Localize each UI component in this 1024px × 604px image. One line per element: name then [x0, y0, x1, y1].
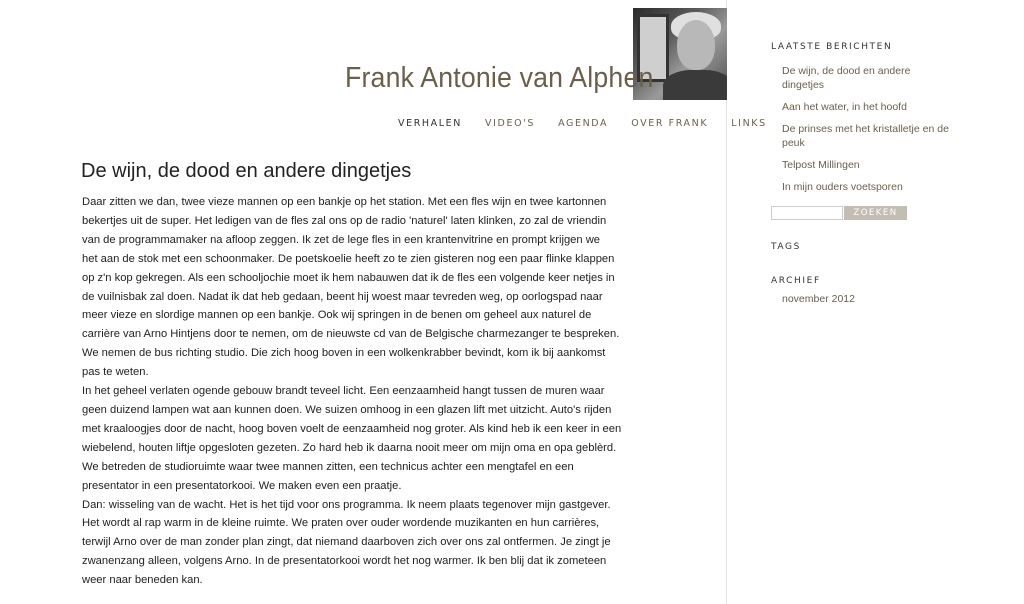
- nav-item-links[interactable]: LINKS: [731, 118, 767, 129]
- post-line: op z'n kop gekregen. Als een schooljochie moet ik hem nabauwen dat ik de fles een volgende keer netjes in: [82, 271, 615, 284]
- post-line: presentator in een presentatorkooi. We maken even een praatje.: [82, 479, 402, 492]
- post-line: Dan: wisseling van de wacht. Het is het tijd voor ons programma. Ik neem plaats tegenover mijn gastgever.: [82, 498, 611, 511]
- archive-title: ARCHIEF: [771, 276, 821, 286]
- post-line: geen duizend lampen wat aan kunnen doen. We suizen omhoog in een glazen lift met uitzicht. Auto's rijden: [82, 403, 612, 416]
- post-line: de vuilnisbak zal doen. Nadat ik dat heb gedaan, beent hij woest maar tevreden weg, op oorlogspad naar: [82, 290, 603, 303]
- recent-post-link[interactable]: In mijn ouders voetsporen: [782, 181, 903, 193]
- post-line: meer vieze en slordige mannen op een bankje. Ook wij springen in de benen om geheel aux naturel de: [82, 309, 592, 322]
- sidebar: [771, 0, 971, 604]
- nav-item-verhalen[interactable]: VERHALEN: [398, 118, 462, 129]
- post-line: bekertjes uit de super. Het ledigen van de fles zal ons op de radio 'naturel' laten klinken, zo zal de vriendin: [82, 214, 607, 227]
- recent-post-link[interactable]: Telpost Millingen: [782, 159, 860, 171]
- search-input[interactable]: [771, 206, 843, 220]
- post-line: We betreden de studioruimte waar twee mannen zitten, een technicus achter een mengtafel en een: [82, 460, 574, 473]
- post-line: pas te weten.: [82, 366, 149, 379]
- post-line: het aan de stok met een schoonmaker. De poetskoelie heeft zo te zien gisteren nog een paar flinke klappen: [82, 252, 615, 265]
- post-line: carrière van Arno Hintjens door te nemen, om de nieuwste cd van de Belgische charmezanger te bespreken.: [82, 328, 620, 341]
- recent-post-link[interactable]: Aan het water, in het hoofd: [782, 101, 907, 113]
- post-line: Daar zitten we dan, twee vieze mannen op een bankje op het station. Met een fles wijn en twee kartonnen: [82, 196, 607, 208]
- main-nav: [398, 111, 785, 130]
- recent-posts-list: [782, 64, 952, 202]
- post-body: [82, 193, 682, 590]
- post-line: Het wordt al rap warm in de kleine ruimte. We praten over ouder wordende muzikanten en hun carrières,: [82, 517, 600, 530]
- post-line: wiebelend, houten liftje opgesloten gezeten. Zo hard heb ik daarna nooit meer om mijn oma en opa geblèrd.: [82, 441, 617, 454]
- nav-item-over-frank[interactable]: OVER FRANK: [631, 118, 709, 129]
- site-title[interactable]: Frank Antonie van Alphen: [345, 62, 654, 94]
- post-line: met kraaloogjes door de nacht, hoog boven voelt de eenzaamheid nog groter. Als kind heb ik een keer in een: [82, 422, 622, 435]
- recent-post-link[interactable]: De prinses met het kristalletje en de peuk: [782, 123, 949, 149]
- archive-link[interactable]: november 2012: [782, 293, 855, 305]
- post-line: terwijl Arno over de man zonder plan zingt, dat niemand daarboven zich over ons zal ontfermen. Je zingt je: [82, 536, 611, 549]
- post-line: weer naar beneden kan.: [82, 574, 203, 587]
- archive-list: [782, 293, 855, 305]
- post-line: In het geheel verlaten ogende gebouw brandt teveel licht. Een eenzaamheid hangt tussen de muren waar: [82, 385, 605, 398]
- post-line: zwanenzang alleen, volgens Arno. In de presentatorkooi wordt het nog warmer. Ik ben blij dat ik zometeen: [82, 555, 607, 568]
- tags-title: TAGS: [771, 242, 801, 252]
- post-line: We nemen de bus richting studio. Die zich hoog boven in een wolkenkrabber bevindt, kom ik bij aankomst: [82, 347, 606, 360]
- search-button[interactable]: ZOEKEN: [844, 206, 907, 220]
- post-title: De wijn, de dood en andere dingetjes: [81, 160, 412, 182]
- nav-item-videos[interactable]: VIDEO'S: [485, 118, 535, 129]
- recent-post-link[interactable]: De wijn, de dood en andere dingetjes: [782, 65, 911, 91]
- nav-item-agenda[interactable]: AGENDA: [558, 118, 609, 129]
- post-line: van de programmamaker na afloop zeggen. Ik zet de lege fles in een krantenvitrine en prompt krijgen we: [82, 233, 601, 246]
- recent-posts-title: LAATSTE BERICHTEN: [771, 42, 893, 52]
